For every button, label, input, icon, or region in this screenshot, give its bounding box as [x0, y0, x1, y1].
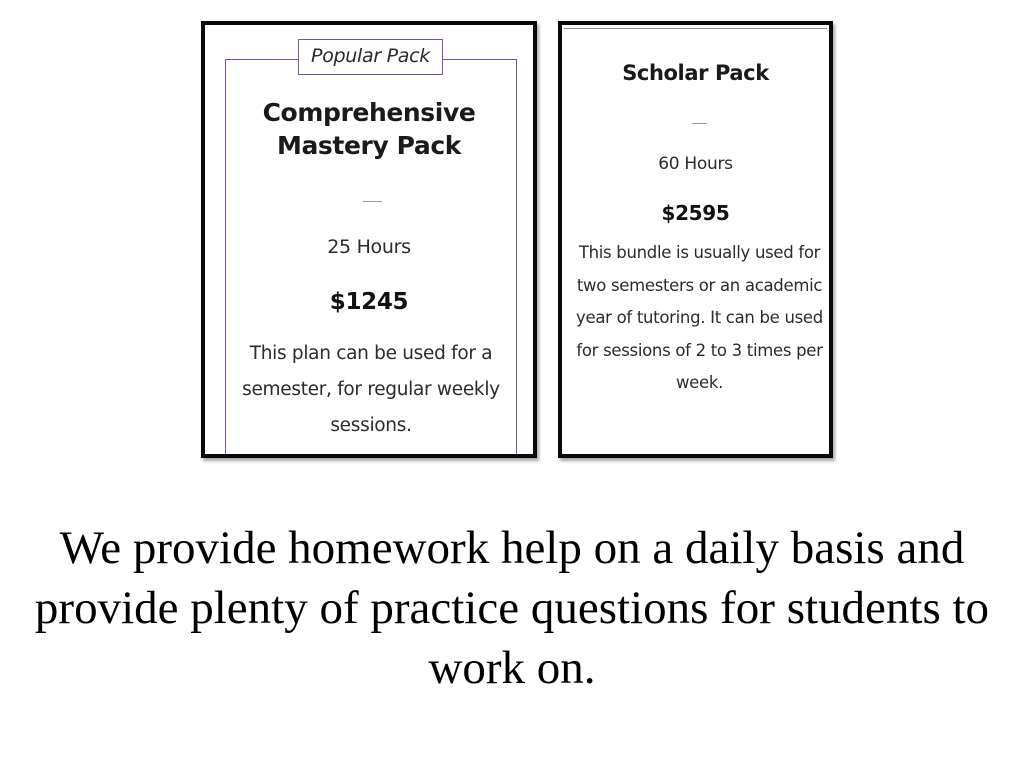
divider	[692, 123, 707, 124]
card-description: This plan can be used for a semester, for regular weekly sessions.	[242, 343, 500, 436]
card-price: $2595	[661, 201, 730, 225]
pricing-card-scholar[interactable]	[558, 21, 833, 458]
divider	[363, 201, 382, 202]
card-title: Scholar Pack	[622, 61, 769, 85]
slide-caption: We provide homework help on a daily basis and provide plenty of practice questions for students to work on.	[34, 522, 990, 694]
card-hours: 60 Hours	[658, 154, 733, 174]
pricing-card-comprehensive[interactable]	[201, 21, 537, 458]
popular-badge: Popular Pack	[298, 39, 443, 75]
card-title: Comprehensive Mastery Pack	[262, 98, 476, 160]
card-description: This bundle is usually used for two semesters or an academic year of tutoring. It can be used for sessions of 2 to 3 times per week.	[576, 243, 823, 393]
card-price: $1245	[329, 289, 409, 315]
card-top-rule	[564, 28, 827, 29]
card-hours: 25 Hours	[327, 236, 411, 258]
